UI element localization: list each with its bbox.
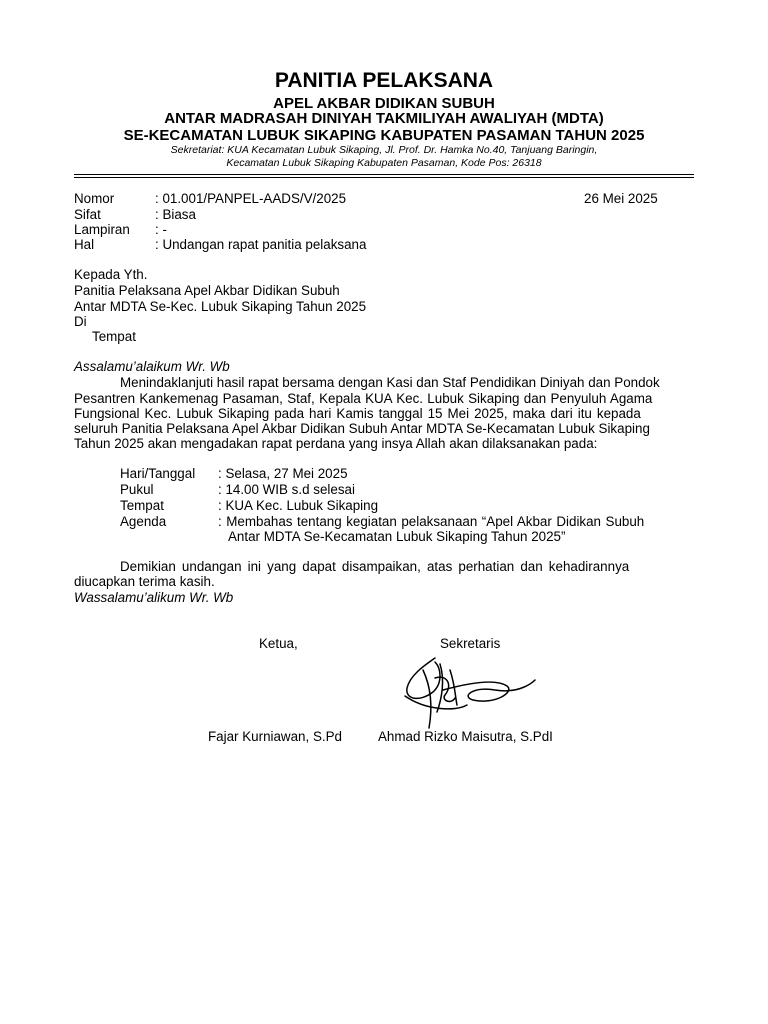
- sifat-value: : Biasa: [155, 207, 196, 222]
- lampiran-value: : -: [155, 222, 167, 237]
- paragraph-line: seluruh Panitia Pelaksana Apel Akbar Didikan Subuh Antar MDTA Se-Kecamatan Lubuk Sikaping: [74, 421, 650, 436]
- sekretaris-name: Ahmad Rizko Maisutra, S.PdI: [378, 729, 553, 744]
- letterhead-divider: [74, 174, 694, 175]
- letterhead-address-2: Kecamatan Lubuk Sikaping Kabupaten Pasaman, Kode Pos: 26318: [226, 157, 542, 169]
- tempat-label: Tempat: [120, 498, 164, 513]
- paragraph-line: Tahun 2025 akan mengadakan rapat perdana yang insya Allah akan dilaksanakan pada:: [74, 436, 598, 451]
- ketua-name: Fajar Kurniawan, S.Pd: [208, 729, 342, 744]
- recipient-line-2: Panitia Pelaksana Apel Akbar Didikan Subuh: [74, 283, 340, 298]
- letterhead-line-1: APEL AKBAR DIDIKAN SUBUH: [273, 95, 495, 112]
- sifat-label: Sifat: [74, 207, 101, 222]
- letterhead-line-2: ANTAR MADRASAH DINIYAH TAKMILIYAH AWALIYAH (MDTA): [164, 110, 604, 127]
- signature-image: [395, 650, 540, 735]
- letter-date: 26 Mei 2025: [584, 191, 658, 206]
- tempat-value: : KUA Kec. Lubuk Sikaping: [218, 498, 379, 513]
- farewell: Wassalamu’alikum Wr. Wb: [74, 590, 234, 605]
- hal-label: Hal: [74, 237, 95, 252]
- closing-line-2: diucapkan terima kasih.: [74, 574, 215, 589]
- lampiran-label: Lampiran: [74, 222, 130, 237]
- nomor-label: Nomor: [74, 191, 115, 206]
- greeting: Assalamu’alaikum Wr. Wb: [74, 359, 230, 374]
- sekretaris-title: Sekretaris: [440, 636, 501, 651]
- letterhead-divider-thin: [74, 177, 694, 178]
- agenda-label: Agenda: [120, 514, 167, 529]
- letterhead-address-1: Sekretariat: KUA Kecamatan Lubuk Sikaping, Jl. Prof. Dr. Hamka No.40, Tanjuang Baringin,: [170, 144, 598, 156]
- letterhead-title: PANITIA PELAKSANA: [274, 69, 494, 92]
- hari-value: : Selasa, 27 Mei 2025: [218, 466, 348, 481]
- paragraph-line: Fungsional Kec. Lubuk Sikaping pada hari Kamis tanggal 15 Mei 2025, maka dari itu kepada: [74, 406, 641, 421]
- hal-value: : Undangan rapat panitia pelaksana: [155, 237, 367, 252]
- pukul-value: : 14.00 WIB s.d selesai: [218, 482, 355, 497]
- letterhead-line-3: SE-KECAMATAN LUBUK SIKAPING KABUPATEN PASAMAN TAHUN 2025: [123, 127, 645, 144]
- closing-line-1: Demikian undangan ini yang dapat disampaikan, atas perhatian dan kehadirannya: [120, 559, 630, 574]
- hari-label: Hari/Tanggal: [120, 466, 196, 481]
- agenda-value-line-2: Antar MDTA Se-Kecamatan Lubuk Sikaping Tahun 2025”: [228, 529, 566, 544]
- paragraph-line: Menindaklanjuti hasil rapat bersama dengan Kasi dan Staf Pendidikan Diniyah dan Pondok: [120, 375, 660, 390]
- nomor-value: : 01.001/PANPEL-AADS/V/2025: [155, 191, 347, 206]
- recipient-line-3: Antar MDTA Se-Kec. Lubuk Sikaping Tahun 2025: [74, 299, 367, 314]
- agenda-value-line-1: : Membahas tentang kegiatan pelaksanaan “Apel Akbar Didikan Subuh: [218, 514, 645, 529]
- recipient-line-4: Di: [74, 314, 87, 329]
- paragraph-line: Pesantren Kankemenag Pasaman, Staf, Kepala KUA Kec. Lubuk Sikaping dan Penyuluh Agama: [74, 391, 653, 406]
- ketua-title: Ketua,: [259, 636, 298, 651]
- recipient-line-5: Tempat: [92, 329, 136, 344]
- recipient-line-1: Kepada Yth.: [74, 267, 148, 282]
- pukul-label: Pukul: [120, 482, 154, 497]
